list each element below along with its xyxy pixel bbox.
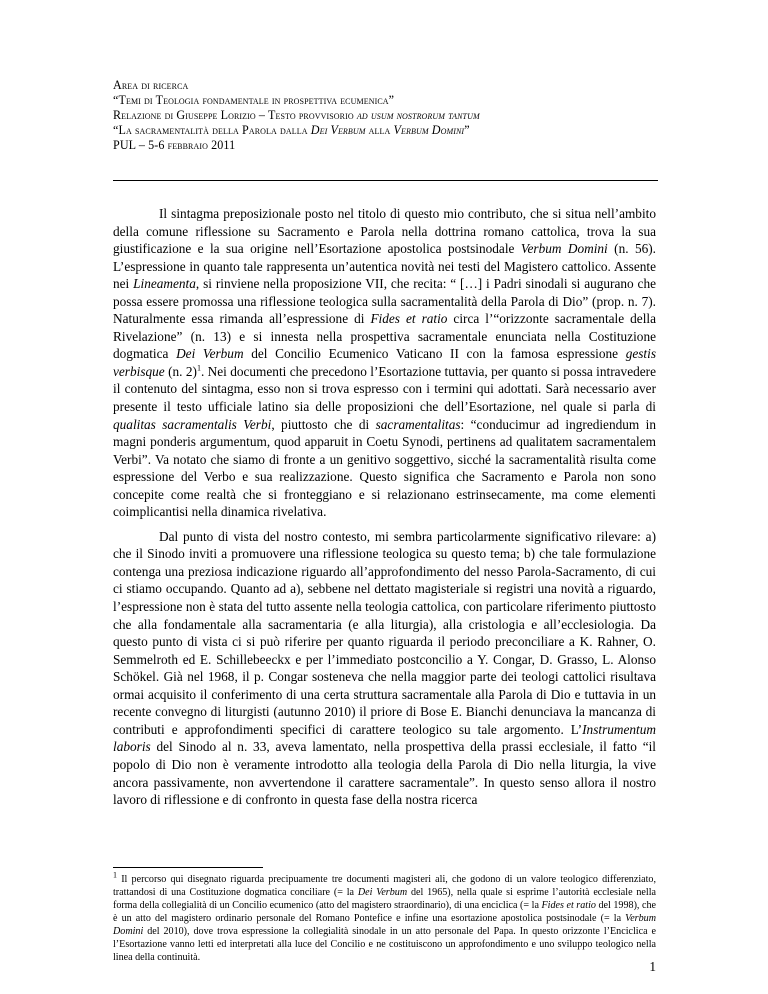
p1-text: , si rinviene nella proposizione VII, che recita: “ […] i Padri sinodali si augurano che possa essere promossa una riflessione teologica sulla sacramentalità della Parola di Dio” (prop. n. 7). Naturalmente essa rimanda all’espressione di — [113, 276, 656, 327]
header-title-e: ” — [464, 123, 470, 137]
header-area: Area di ricerca — [113, 78, 189, 92]
page-number: 1 — [649, 959, 656, 974]
header-report-italic: ad usum nostrorum tantum — [356, 108, 480, 122]
footnote-text: del 2010), dove trova espressione la collegialità sinodale in un atto personale del Papa. In questo orizzonte l’Enciclica e l’Esortazione vanno letti ed interpretati alla luce del Concilio e ne costituiscono un approfondimento e uno sviluppo teologico nella linea della continuità. — [113, 926, 656, 963]
p1-text: del Concilio Ecumenico Vaticano II con la famosa espressione — [243, 346, 626, 362]
p1-text: Il sintagma preposizionale posto nel titolo di questo mio contributo, che si situa nell’ambito della comune riflessione su Sacramento e Parola nella dottrina romano cattolica, trova la sua giustificazione e la sua origine nell’Esortazione apostolica postsinodale — [113, 206, 656, 257]
header-title-dei-verbum: Dei Verbum — [310, 123, 366, 137]
p1-text: : “conducimur ad ingrediendum in magni ponderis argumentum, quod apparuit in Coetu Synodi, pertinens ad qualitatem sacramentalem Verbi”. Va notato che siamo di fronte a un genitivo soggettivo, sicché la sacramentalità risulta come espressione del Verbo e sua realizzazione. Questo significa che Sacramento e Parola non sono concepite come realtà che si fronteggiano e si relazionano estrinsecamente, ma come elementi coimplicantisi nella dinamica rivelativa. — [113, 416, 656, 520]
header-title-verbum-domini: Verbum Domini — [393, 123, 465, 137]
header-report — [113, 108, 658, 123]
p1-text: (n. 56). L’espressione in quanto tale rappresenta un’autentica novità nei testi del Magistero cattolico. Assente nei — [113, 241, 657, 292]
p1-italic: sacramentalitas — [375, 416, 461, 432]
p1-italic: Lineamenta — [133, 276, 196, 292]
header-date-b: febbraio 2011 — [167, 138, 236, 152]
document-header — [113, 78, 658, 153]
p1-italic: Fides et ratio — [370, 311, 448, 327]
footnote-divider — [113, 867, 263, 868]
footnote-italic: Dei Verbum — [357, 887, 408, 898]
header-divider — [113, 180, 658, 181]
p1-text: (n. 2) — [164, 363, 197, 379]
footnote-italic: Fides et ratio — [541, 900, 596, 911]
footnote-text: Il percorso qui disegnato riguarda precipuamente tre documenti magisteri ali, che godono di un valore teologico differenziato, trattandosi di una Costituzione dogmatica conciliare (= la — [113, 874, 656, 898]
header-date — [113, 138, 658, 153]
footnote — [113, 870, 657, 964]
footnote-text: del 1998), che è un atto del magistero ordinario personale del Romano Pontefice e infine una esortazione apostolica postsinodale (= la — [113, 900, 657, 924]
p2-text: Dal punto di vista del nostro contesto, mi sembra particolarmente significativo rilevare: a) che il Sinodo inviti a promuovere una riflessione teologica su questo tema; b) che tale formulazione contenga una preziosa indicazione riguardo all’approfondimento del nesso Parola-Sacramento, di cui ci stiamo occupando. Quanto ad a), sebbene nel dettato magisteriale si registri una novità a riguardo, l’espressione non è stata del tutto assente nella teologia cattolica, con particolare riferimento piuttosto che alla fondamentale alla sacramentaria (e alla liturgia), alla cristologia e all’ecclesiologia. Da questo punto di vista ci si può riferire per quanto riguarda il periodo preconciliare a K. Rahner, O. Semmelroth ed E. Schillebeeckx e per l’immediato postconcilio a Y. Congar, D. Grasso, L. Alonso Schökel. Già nel 1968, il p. Congar sosteneva che nella maggior parte dei teologi cattolici risultava ormai acquisito il conferimento di una certa struttura sacramentale alla Parola di Dio e tuttavia in un recente convegno di liturgisti (autunno 2010) il priore di Bose E. Bianchi denunciava la mancanza di contributi e approfondimenti specifici di carattere teologico su tale argomento. L’ — [113, 528, 656, 737]
header-title — [113, 123, 658, 138]
p2-text: del Sinodo al n. 33, aveva lamentato, nella prospettiva della prassi ecclesiale, il fatto “il popolo di Dio non è veramente introdotto alla teologia della Parola di Dio nella liturgia, la vive ancora passivamente, non avvertendone il carattere sacramentale”. In questo senso allora il nostro lavoro di riflessione e di confronto in questa fase della nostra ricerca — [113, 739, 656, 808]
footnote-number: 1 — [113, 870, 117, 880]
paragraph-2 — [113, 528, 656, 809]
p1-italic: gestis verbisque — [113, 346, 656, 379]
p1-italic: qualitas sacramentalis Verbi — [113, 416, 272, 432]
footnote-text: del 1965), nella quale si esprime l’autorità ecclesiale nella forma della collegialità di un Concilio ecumenico (atto del magistero straordinario), di una enciclica (= la — [113, 887, 656, 911]
p1-text: circa l’“orizzonte sacramentale della Rivelazione” (n. 13) e si innesta nella prospettiva sacramentale enunciata nella Costituzione dogmatica — [113, 311, 656, 362]
p1-text: , piuttosto che di — [271, 416, 376, 432]
footnote-reference[interactable]: 1 — [196, 363, 201, 373]
header-title-c: alla — [365, 123, 394, 137]
document-body — [113, 205, 656, 809]
header-theme: “Temi di Teologia fondamentale in prospettiva ecumenica” — [113, 93, 395, 107]
footnote-italic: Verbum Domini — [113, 913, 656, 937]
p2-italic: Instrumentum laboris — [113, 721, 656, 755]
p1-text: . Nei documenti che precedono l’Esortazione tuttavia, per quanto si possa intravedere il contenuto del sintagma, esso non si trova espresso con i termini qui adottati. Sarà necessario aver presente il testo ufficiale latino sia delle proposizioni che dell’Esortazione, nel quale si parla di — [113, 363, 656, 415]
header-date-a: PUL – 5-6 — [113, 138, 168, 152]
p1-italic: Verbum Domini — [520, 241, 608, 257]
header-title-a: “La sacramentalità della Parola dalla — [113, 123, 311, 137]
p1-italic: Dei Verbum — [176, 346, 244, 362]
header-report-text: Relazione di Giuseppe Lorizio – Testo provvisorio — [113, 108, 357, 122]
paragraph-1 — [113, 205, 656, 521]
